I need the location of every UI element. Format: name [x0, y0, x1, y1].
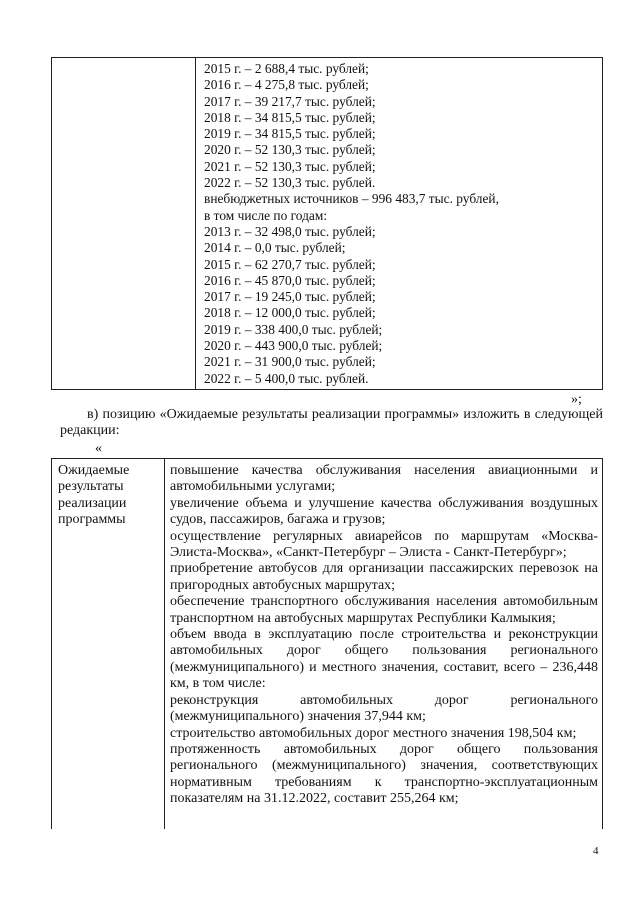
funding-line: 2016 г. – 45 870,0 тыс. рублей; — [204, 272, 376, 288]
result-entry: повышение качества обслуживания населения авиационными и автомобильными услугами; — [170, 463, 598, 495]
funding-line: в том числе по годам: — [204, 207, 328, 223]
column-divider — [195, 58, 196, 389]
funding-line: 2013 г. – 32 498,0 тыс. рублей; — [204, 223, 376, 239]
result-entry: протяженность автомобильных дорог общего пользования регионального (межмуниципального) значения, соответствующих нормативным требованиям к транспортно-эксплуатационным показателям на 31.12.2022, составит 255,264 км; — [170, 741, 598, 807]
opening-quote: « — [95, 441, 102, 456]
funding-lines — [204, 61, 599, 387]
result-entry: осуществление регулярных авиарейсов по маршрутам «Москва-Элиста-Москва», «Санкт-Петербург – Элиста - Санкт-Петербург»; — [170, 528, 598, 561]
column-divider — [164, 459, 165, 829]
funding-line: 2017 г. – 39 217,7 тыс. рублей; — [204, 93, 376, 109]
amendment-paragraph: в) позицию «Ожидаемые результаты реализации программы» изложить в следующей редакции: — [60, 407, 603, 438]
funding-line: 2018 г. – 12 000,0 тыс. рублей; — [204, 305, 376, 321]
result-entry: объем ввода в эксплуатацию после строительства и реконструкции автомобильных дорог общего пользования регионального (межмуниципального) и местного значения, составит, всего – 236,448 км, в том числе: — [170, 627, 598, 692]
row-label: Ожидаемые результаты реализации программы — [58, 463, 130, 528]
result-entry: обеспечение транспортного обслуживания населения автомобильным транспортном на автобусных маршрутах Республики Калмыкия; — [170, 594, 598, 626]
funding-line: 2021 г. – 52 130,3 тыс. рублей; — [204, 158, 376, 174]
funding-table — [51, 57, 603, 390]
funding-line: 2022 г. – 52 130,3 тыс. рублей. — [204, 175, 376, 191]
closing-quote: »; — [571, 392, 582, 407]
funding-line: 2014 г. – 0,0 тыс. рублей; — [204, 240, 346, 256]
funding-line: 2020 г. – 443 900,0 тыс. рублей; — [204, 338, 383, 354]
result-entry: реконструкция автомобильных дорог регионального (межмуниципального) значения 37,944 км; — [170, 692, 598, 725]
results-list — [170, 463, 598, 808]
results-table — [51, 458, 603, 829]
funding-line: внебюджетных источников – 996 483,7 тыс. рублей, — [204, 191, 499, 207]
funding-line: 2015 г. – 2 688,4 тыс. рублей; — [204, 61, 369, 76]
funding-line: 2020 г. – 52 130,3 тыс. рублей; — [204, 142, 376, 158]
result-entry: приобретение автобусов для организации пассажирских перевозок на пригородных автобусных маршрутах; — [170, 561, 598, 593]
funding-line: 2022 г. – 5 400,0 тыс. рублей. — [204, 370, 369, 386]
funding-line: 2016 г. – 4 275,8 тыс. рублей; — [204, 77, 369, 93]
funding-line: 2015 г. – 62 270,7 тыс. рублей; — [204, 256, 376, 272]
funding-line: 2019 г. – 338 400,0 тыс. рублей; — [204, 321, 383, 337]
page-number: 4 — [593, 845, 599, 857]
funding-line: 2021 г. – 31 900,0 тыс. рублей; — [204, 354, 376, 370]
funding-line: 2018 г. – 34 815,5 тыс. рублей; — [204, 109, 376, 125]
result-entry: строительство автомобильных дорог местного значения 198,504 км; — [170, 725, 577, 741]
funding-line: 2017 г. – 19 245,0 тыс. рублей; — [204, 289, 376, 305]
funding-line: 2019 г. – 34 815,5 тыс. рублей; — [204, 126, 376, 142]
result-entry: увеличение объема и улучшение качества обслуживания воздушных судов, пассажиров, багажа и грузов; — [170, 495, 598, 528]
